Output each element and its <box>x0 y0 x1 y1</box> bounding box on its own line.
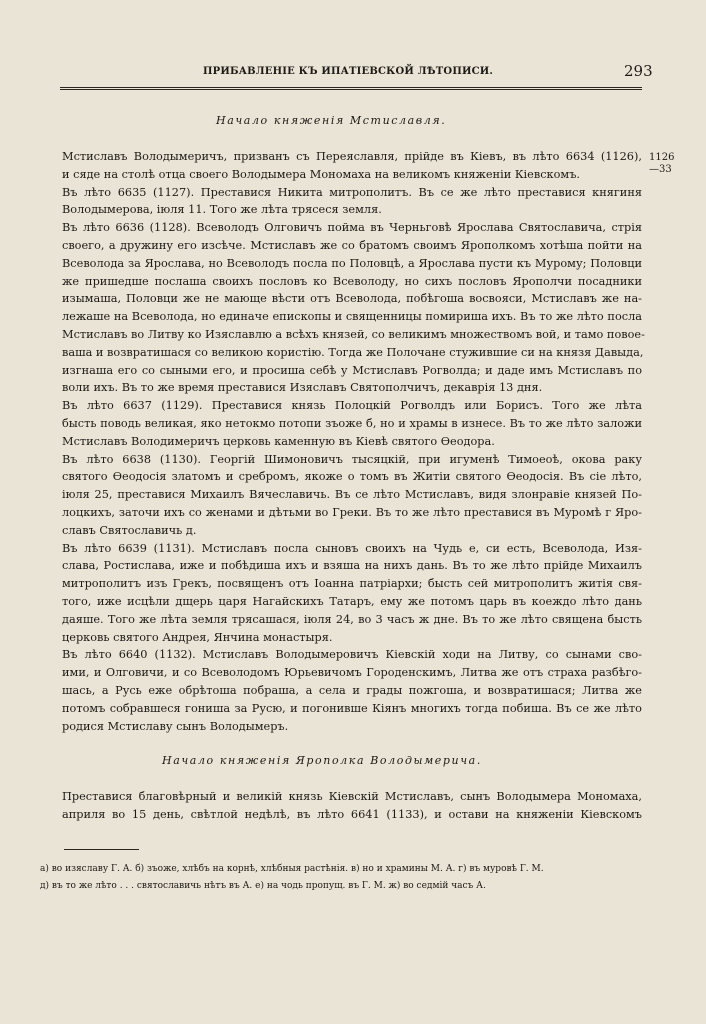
text-line: бысть поводь великая, яко нетокмо потопи зъоже б, но и храмы в изнесе. Въ то же лѣто заложи <box>62 416 642 430</box>
text-line: изгнаша его со сыными его, и просиша себѣ у Мстиславъ Рогволда; и даде имъ Мстиславъ по <box>62 363 642 377</box>
text-line: и сяде на столѣ отца своего Володымера Мономаха на великомъ княженіи Кіевскомъ. <box>62 167 580 181</box>
text-line: же пришедше послаша своихъ пословъ ко Всеволоду, но сихъ пословъ Ярополчи посадники <box>62 274 642 288</box>
text-line: шась, а Русь еже обрѣтоша побраша, а села и грады пожгоша, и возвратишася; Литва же <box>62 683 642 697</box>
section-heading-mstislav: Начало княженія Мстиславля. <box>216 114 447 127</box>
page-number: 293 <box>624 62 653 80</box>
text-line: церковь святого Андрея, Янчина монастыря. <box>62 630 333 644</box>
text-line: Въ лѣто 6640 (1132). Мстиславъ Володымеровичъ Кіевскій ходи на Литву, со сынами сво- <box>62 648 642 662</box>
section-text-yaropolk <box>62 788 642 824</box>
text-line: воли ихъ. Въ то же время преставися Изяславъ Святополчичъ, декаврія 13 дня. <box>62 381 543 395</box>
text-line: изымаша, Половци же не мающе вѣсти отъ Всеволода, побѣгоша восвояси, Мстиславъ же на- <box>62 292 642 306</box>
text-line: родися Мстиславу сынъ Володымеръ. <box>62 719 289 733</box>
text-line: потомъ собравшеся гониша за Русю, и погонивше Кіянъ многихъ тогда побиша. Въ се же лѣто <box>62 701 642 715</box>
text-line: Въ лѣто 6636 (1128). Всеволодъ Олговичъ пойма въ Черньговѣ Ярослава Святославича, стрія <box>62 221 642 235</box>
text-line: митрополитъ изъ Грекъ, посвященъ отъ Іоанна патріархи; бысть сей митрополитъ житія свя- <box>62 577 642 591</box>
text-line: лежаше на Всеволода, но единаче епископы и священницы помириша ихъ. Въ то же лѣто посла <box>62 310 642 324</box>
footnote-rule <box>64 849 139 850</box>
text-line: того, иже исцѣли дщерь царя Нагайскихъ Татаръ, ему же потомъ царь въ коеждо лѣто дань <box>62 594 642 608</box>
margin-note-year: 1126 <box>649 152 675 163</box>
header-rule <box>60 87 642 90</box>
text-line: Преставися благовѣрный и великій князь Кіевскій Мстиславъ, сынъ Володымера Мономаха, <box>62 790 642 803</box>
text-line: славъ Святославичь д. <box>62 523 197 537</box>
text-line: Мстиславъ Володымеричъ, призванъ съ Переяславля, прійде въ Кіевъ, въ лѣто 6634 (1126), <box>62 150 642 163</box>
text-line: святого Ѳеодосія златомъ и сребромъ, якоже о томъ въ Житіи святого Ѳеодосія. Въ сіе лѣто, <box>62 470 642 484</box>
text-line: Всеволода за Ярослава, но Всеволодъ посла по Половцѣ, а Ярослава пусти къ Мурому; Половци <box>62 256 642 270</box>
text-line: Въ лѣто 6639 (1131). Мстиславъ посла сыновъ своихъ на Чудь е, си есть, Всеволода, Изя- <box>62 541 642 555</box>
text-line: Въ лѣто 6638 (1130). Георгій Шимоновичъ тысяцкій, при игуменѣ Тимоеоѣ, окова раку <box>62 452 642 466</box>
text-line: даяше. Того же лѣта земля трясашася, іюля 24, во 3 часъ ж дне. Въ то же лѣто священа бысть <box>62 612 642 626</box>
text-line: слава, Ростислава, иже и побѣдиша ихъ и взяша на нихъ дань. Въ то же лѣто прійде Михаилъ <box>62 559 642 573</box>
text-line: Въ лѣто 6637 (1129). Преставися князь Полоцкій Рогволдъ или Борисъ. Того же лѣта <box>62 399 642 413</box>
text-line: ими, и Олговичи, и со Всеволодомъ Юрьевичомъ Городенскимъ, Литва же отъ страха разбѣго- <box>62 666 642 680</box>
text-line: іюля 25, преставися Михаилъ Вячеславичь. Въ се лѣто Мстиславъ, видя злонравіе князей По- <box>62 488 642 502</box>
text-line: ваша и возвратишася со великою користію. Тогда же Полочане стужившие си на князя Давыда, <box>62 345 644 359</box>
text-line: Въ лѣто 6635 (1127). Преставися Никита митрополитъ. Въ се же лѣто преставися княгиня <box>62 185 642 199</box>
text-line: Володымерова, іюля 11. Того же лѣта трясеся земля. <box>62 203 382 217</box>
section-heading-yaropolk: Начало княженія Ярополка Володымерича. <box>162 754 482 767</box>
running-title: ПРИБАВЛЕНІЕ КЪ ИПАТІЕВСКОЙ ЛѢТОПИСИ. <box>203 66 494 77</box>
text-line: своего, а дружину его изсѣче. Мстиславъ же со братомъ своимъ Ярополкомъ хотѣша пойти на <box>62 238 642 252</box>
text-line: лоцкихъ, заточи ихъ со женами и дѣтьми во Греки. Въ то же лѣто преставися въ Муромѣ г Яро- <box>62 505 642 519</box>
text-line: Мстиславъ во Литву ко Изяславлю а всѣхъ князей, со великимъ множествомъ вой, и тамо повое- <box>62 327 645 341</box>
text-line: априля во 15 день, свѣтлой недѣлѣ, въ лѣто 6641 (1133), и остави на княженіи Кіевскомъ <box>62 807 642 821</box>
footnote-line: а) во изяславу Г. А. б) зъоже, хлѣбъ на корнѣ, хлѣбныя растѣнія. в) но и храмины М. А. г) въ муровѣ Г. М. <box>40 864 544 874</box>
text-line: Мстиславъ Володимеричъ церковь каменную въ Кіевѣ святого Ѳеодора. <box>62 434 495 448</box>
margin-note-year-end: —33 <box>649 164 672 175</box>
section-text-mstislav <box>62 148 645 735</box>
footnote-line: д) въ то же лѣто . . . святославичь нѣтъ въ А. е) на чодь пропущ. въ Г. М. ж) во седмій часъ А. <box>40 881 486 891</box>
